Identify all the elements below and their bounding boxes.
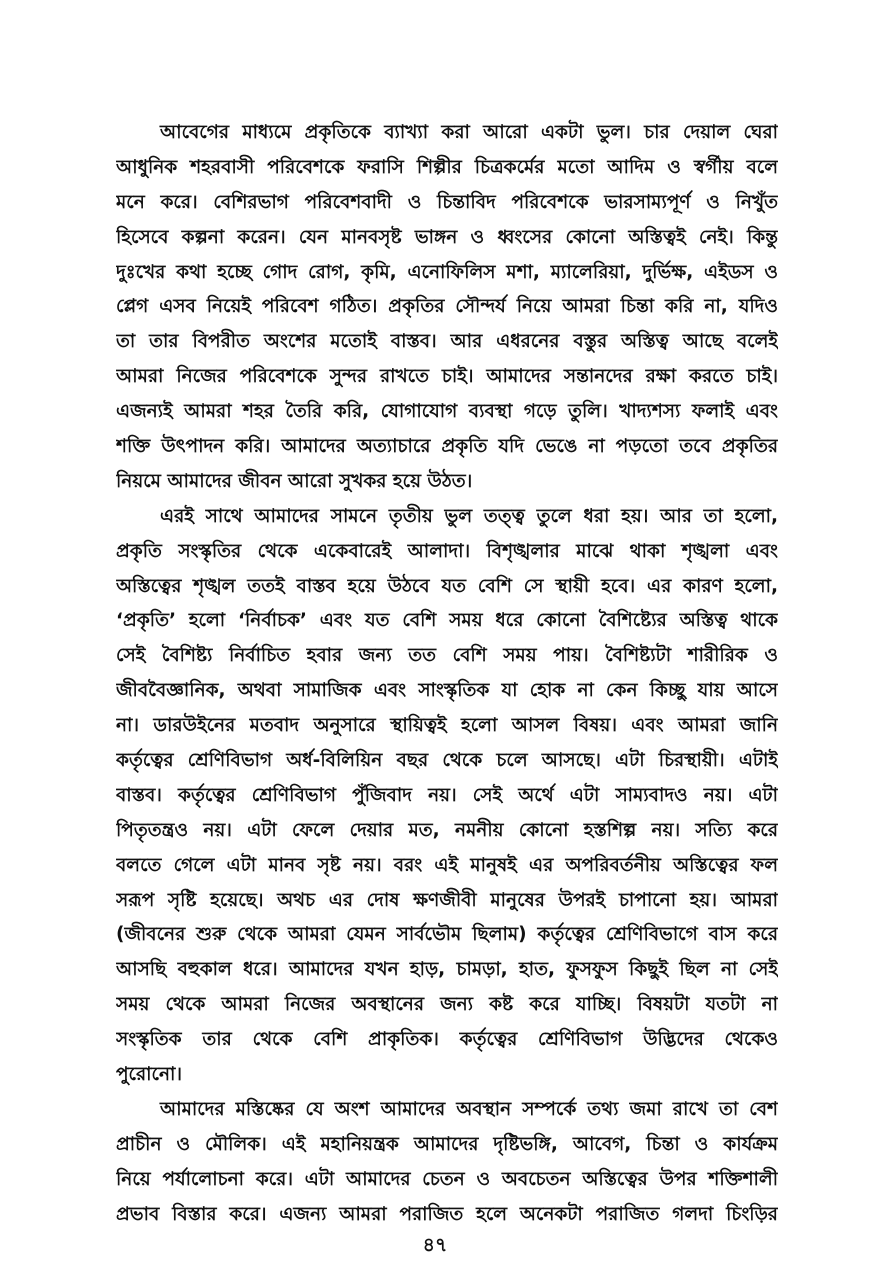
text-line: অস্তিত্বের শৃঙ্খল ততই বাস্তব হয়ে উঠবে যত বেশি সে স্থায়ী হবে। এর কারণ হলো, (116, 575, 778, 597)
text-line: আবেগের মাধ্যমে প্রকৃতিকে ব্যাখ্যা করা আরো একটা ভুল। চার দেয়াল ঘেরা (160, 122, 778, 143)
text-line: জীববৈজ্ঞানিক, অথবা সামাজিক এবং সাংস্কৃতিক যা হোক না কেন কিচ্ছু যায় আসে (116, 680, 778, 702)
text-line: সময় থেকে আমরা নিজের অবস্থানের জন্য কষ্ট করে যাচ্ছি। বিষয়টা যতটা না (116, 994, 778, 1016)
text-line: প্রভাব বিস্তার করে। এজন্য আমরা পরাজিত হলে অনেকটা পরাজিত গলদা চিংড়ির (116, 1203, 778, 1225)
text-line: বলতে গেলে এটা মানব সৃষ্ট নয়। বরং এই মানুষই এর অপরিবর্তনীয় অস্তিত্বের ফল (116, 854, 778, 876)
text-line: মনে করে। বেশিরভাগ পরিবেশবাদী ও চিন্তাবিদ পরিবেশকে ভারসাম্যপূর্ণ ও নিখুঁত (116, 191, 778, 213)
text-line: সংস্কৃতিক তার থেকে বেশি প্রাকৃতিক। কর্তৃত্বের শ্রেণিবিভাগ উদ্ভিদের থেকেও (116, 1029, 778, 1051)
text-line: শক্তি উৎপাদন করি। আমাদের অত্যাচারে প্রকৃতি যদি ভেঙে না পড়তো তবে প্রকৃতির (116, 436, 778, 458)
paragraph-2 (116, 500, 778, 1093)
text-line: পিতৃতন্ত্রও নয়। এটা ফেলে দেয়ার মত, নমনীয় কোনো হস্তশিল্প নয়। সত্যি করে (116, 819, 778, 841)
text-line: কর্তৃত্বের শ্রেণিবিভাগ অর্ধ-বিলিয়িন বছর থেকে চলে আসছে। এটা চিরস্থায়ী। এটাই (116, 750, 778, 772)
text-line: বাস্তব। কর্তৃত্বের শ্রেণিবিভাগ পুঁজিবাদ নয়। সেই অর্থে এটা সাম্যবাদও নয়। এটা (116, 784, 778, 806)
paragraph-1 (116, 116, 778, 500)
paragraph-3 (116, 1093, 778, 1233)
text-line: আমরা নিজের পরিবেশকে সুন্দর রাখতে চাই। আমাদের সন্তানদের রক্ষা করতে চাই। (116, 366, 778, 388)
text-line: আসছি বহুকাল ধরে। আমাদের যখন হাড়, চামড়া, হাত, ফুসফুস কিছুই ছিল না সেই (116, 959, 778, 981)
text-line: আধুনিক শহরবাসী পরিবেশকে ফরাসি শিল্পীর চিত্রকর্মের মতো আদিম ও স্বর্গীয় বলে (116, 156, 778, 178)
text-line: দুঃখের কথা হচ্ছে গোদ রোগ, কৃমি, এনোফিলিস মশা, ম্যালেরিয়া, দুর্ভিক্ষ, এইডস ও (116, 261, 778, 283)
text-line: সরূপ সৃষ্টি হয়েছে। অথচ এর দোষ ক্ষণজীবী মানুষের উপরই চাপানো হয়। আমরা (116, 889, 778, 911)
text-line: এজন্যই আমরা শহর তৈরি করি, যোগাযোগ ব্যবস্থা গড়ে তুলি। খাদ্যশস্য ফলাই এবং (116, 401, 778, 423)
text-line: ‘প্রকৃতি’ হলো ‘নির্বাচক’ এবং যত বেশি সময় ধরে কোনো বৈশিষ্ট্যের অস্তিত্ব থাকে (116, 610, 778, 632)
text-line: হিসেবে কল্পনা করেন। যেন মানবসৃষ্ট ভাঙ্গন ও ধ্বংসের কোনো অস্তিত্বই নেই। কিন্তু (116, 226, 778, 248)
text-line: নিয়ে পর্যালোচনা করে। এটা আমাদের চেতন ও অবচেতন অস্তিত্বের উপর শক্তিশালী (116, 1168, 778, 1190)
text-line: পুরোনো। (116, 1064, 182, 1086)
text-line: (জীবনের শুরু থেকে আমরা যেমন সার্বভৌম ছিলাম) কর্তৃত্বের শ্রেণিবিভাগে বাস করে (116, 924, 778, 946)
text-line: এরই সাথে আমাদের সামনে তৃতীয় ভুল তত্ত্ব তুলে ধরা হয়। আর তা হলো, (160, 505, 778, 527)
text-line: সেই বৈশিষ্ট্য নির্বাচিত হবার জন্য তত বেশি সময় পায়। বৈশিষ্ট্যটা শারীরিক ও (116, 645, 778, 667)
text-line: প্লেগ এসব নিয়েই পরিবেশ গঠিত। প্রকৃতির সৌন্দর্য নিয়ে আমরা চিন্তা করি না, যদিও (116, 296, 778, 318)
page-number: ৪৭ (422, 1234, 448, 1256)
text-line: প্রকৃতি সংস্কৃতির থেকে একেবারেই আলাদা। বিশৃঙ্খলার মাঝে থাকা শৃঙ্খলা এবং (116, 540, 778, 562)
text-line: আমাদের মস্তিষ্কের যে অংশ আমাদের অবস্থান সম্পর্কে তথ্য জমা রাখে তা বেশ (160, 1098, 778, 1120)
text-line: প্রাচীন ও মৌলিক। এই মহানিয়ন্ত্রক আমাদের দৃষ্টিভঙ্গি, আবেগ, চিন্তা ও কার্যক্রম (116, 1133, 778, 1155)
text-line: না। ডারউইনের মতবাদ অনুসারে স্থায়িত্বই হলো আসল বিষয়। এবং আমরা জানি (116, 715, 778, 737)
text-line: তা তার বিপরীত অংশের মতোই বাস্তব। আর এধরনের বস্তুর অস্তিত্ব আছে বলেই (116, 331, 778, 353)
text-line: নিয়মে আমাদের জীবন আরো সুখকর হয়ে উঠত। (116, 470, 473, 492)
body-text (116, 116, 778, 1233)
